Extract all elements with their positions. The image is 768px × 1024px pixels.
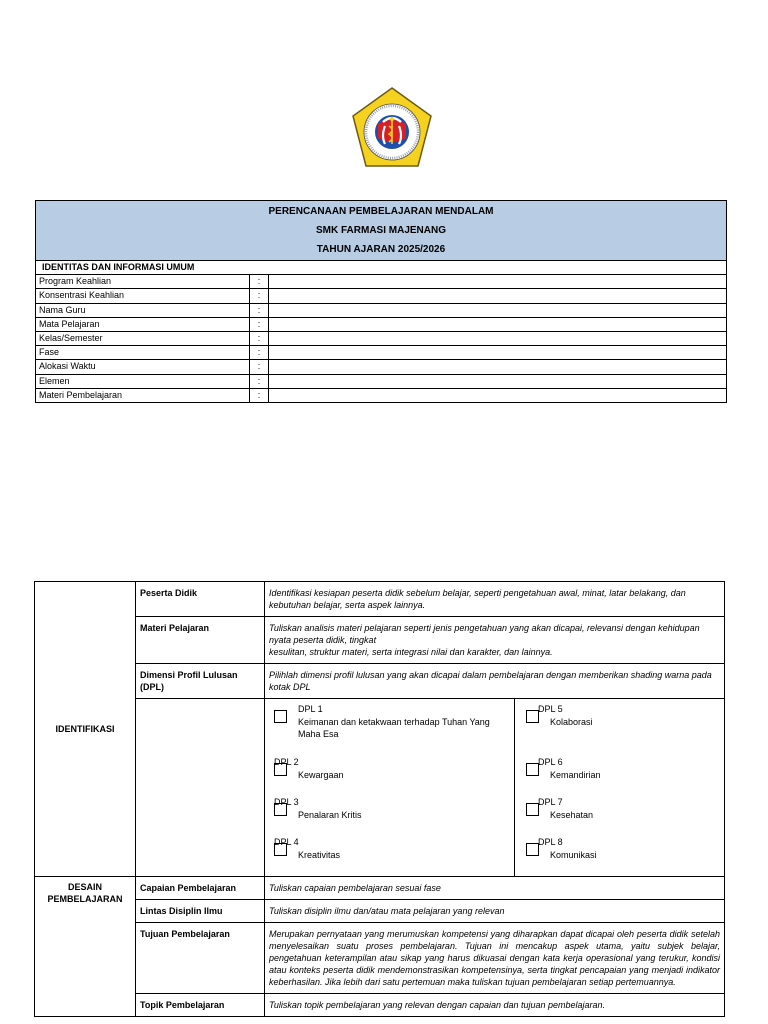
identity-colon: : [250,275,269,289]
dpl-title: DPL 4 [274,837,299,847]
identity-value[interactable] [269,388,727,402]
identity-value[interactable] [269,331,727,345]
dpl-title: DPL 7 [538,797,563,807]
identity-label: Nama Guru [36,303,250,317]
dpl-title: DPL 3 [274,797,299,807]
row-description[interactable]: Tuliskan disiplin ilmu dan/atau mata pelajaran yang relevan [265,900,725,923]
category-desain: DESAIN PEMBELAJARAN [35,877,136,1017]
dpl-checkbox[interactable] [274,710,287,723]
identity-colon: : [250,331,269,345]
school-logo [349,86,435,172]
identity-table [35,200,727,403]
document-title: PERENCANAAN PEMBELAJARAN MENDALAM SMK FARMASI MAJENANG TAHUN AJARAN 2025/2026 [36,201,727,261]
identity-row [36,331,727,345]
identity-value[interactable] [269,289,727,303]
dpl-option-4 [265,836,514,876]
identity-value[interactable] [269,317,727,331]
dpl-option-3 [265,796,514,836]
dpl-desc: Keimanan dan ketakwaan terhadap Tuhan Yang Maha Esa [298,717,490,739]
dpl-option-7 [515,796,724,836]
row-description[interactable]: Tuliskan topik pembelajaran yang relevan dengan capaian dan tujuan pembelajaran. [265,994,725,1017]
plan-row [35,923,725,994]
plan-row [35,900,725,923]
dpl-desc: Komunikasi [550,850,597,860]
row-label: Topik Pembelajaran [136,994,265,1017]
identity-label: Fase [36,346,250,360]
dpl-title: DPL 6 [538,757,563,767]
dpl-options [265,699,725,877]
dpl-desc: Penalaran Kritis [298,810,362,820]
plan-row [35,699,725,877]
identity-row [36,388,727,402]
identity-row [36,289,727,303]
identity-label: Alokasi Waktu [36,360,250,374]
dpl-option-5 [515,703,724,756]
identity-row [36,317,727,331]
identity-label: Kelas/Semester [36,331,250,345]
identity-row [36,346,727,360]
identity-value[interactable] [269,374,727,388]
dpl-desc: Kreativitas [298,850,341,860]
row-label: Capaian Pembelajaran [136,877,265,900]
identity-row [36,360,727,374]
dpl-empty-cell [136,699,265,877]
dpl-option-6 [515,756,724,796]
dpl-desc: Kolaborasi [550,717,593,727]
identity-value[interactable] [269,360,727,374]
identity-value[interactable] [269,275,727,289]
dpl-title: DPL 5 [538,704,563,714]
identity-value[interactable] [269,303,727,317]
section-title: IDENTITAS DAN INFORMASI UMUM [36,261,727,275]
identity-row [36,374,727,388]
row-label: Tujuan Pembelajaran [136,923,265,994]
row-description[interactable]: Merupakan pernyataan yang merumuskan kompetensi yang diharapkan dapat dicapai oleh peserta didik setelah menyelesaikan suatu proses pembelajaran. Tujuan ini mencakup aspek utama, yaitu subjek belajar, pengetahuan keterampilan atau sikap yang harus dikuasai dengan kata kerja operasional yang terukur, kondisi atau konteks peserta didik mendemonstrasikan kompetensinya, serta tingkat pencapaian yang menjadi indikator keberhasilan. Jika lebih dari satu pertemuan maka tuliskan tujuan pembelajaran setiap pertemuannya. [265,923,725,994]
plan-row [35,617,725,664]
identity-colon: : [250,374,269,388]
dpl-title: DPL 8 [538,837,563,847]
identity-value[interactable] [269,346,727,360]
learning-plan-table [34,581,725,1017]
identity-row [36,303,727,317]
identity-colon: : [250,289,269,303]
identity-colon: : [250,346,269,360]
identity-row [36,275,727,289]
identity-colon: : [250,388,269,402]
identity-colon: : [250,317,269,331]
dpl-title: DPL 1 [298,704,323,714]
row-label: Peserta Didik [136,582,265,617]
dpl-title: DPL 2 [274,757,299,767]
identity-label: Materi Pembelajaran [36,388,250,402]
identity-label: Elemen [36,374,250,388]
dpl-option-1 [265,703,514,756]
row-description[interactable]: Tuliskan analisis materi pelajaran seperti jenis pengetahuan yang akan dicapai, relevansi dengan kehidupan nyata peserta didik, tingkat kesulitan, struktur materi, serta integrasi nilai dan karakter, dan lainnya. [265,617,725,664]
plan-row [35,877,725,900]
row-description[interactable]: Pilihlah dimensi profil lulusan yang akan dicapai dalam pembelajaran dengan memberikan shading warna pada kotak DPL [265,664,725,699]
category-identifikasi: IDENTIFIKASI [35,582,136,877]
dpl-desc: Kewargaan [298,770,344,780]
identity-colon: : [250,303,269,317]
row-description[interactable]: Tuliskan capaian pembelajaran sesuai fase [265,877,725,900]
plan-row [35,582,725,617]
dpl-desc: Kemandirian [550,770,601,780]
row-label: Dimensi Profil Lulusan (DPL) [136,664,265,699]
dpl-option-2 [265,756,514,796]
identity-label: Program Keahlian [36,275,250,289]
identity-colon: : [250,360,269,374]
row-label: Materi Pelajaran [136,617,265,664]
dpl-desc: Kesehatan [550,810,594,820]
identity-label: Konsentrasi Keahlian [36,289,250,303]
plan-row [35,664,725,699]
plan-row [35,994,725,1017]
row-label: Lintas Disiplin Ilmu [136,900,265,923]
identity-label: Mata Pelajaran [36,317,250,331]
row-description[interactable]: Identifikasi kesiapan peserta didik sebelum belajar, seperti pengetahuan awal, minat, latar belakang, dan kebutuhan belajar, serta aspek lainnya. [265,582,725,617]
dpl-option-8 [515,836,724,876]
